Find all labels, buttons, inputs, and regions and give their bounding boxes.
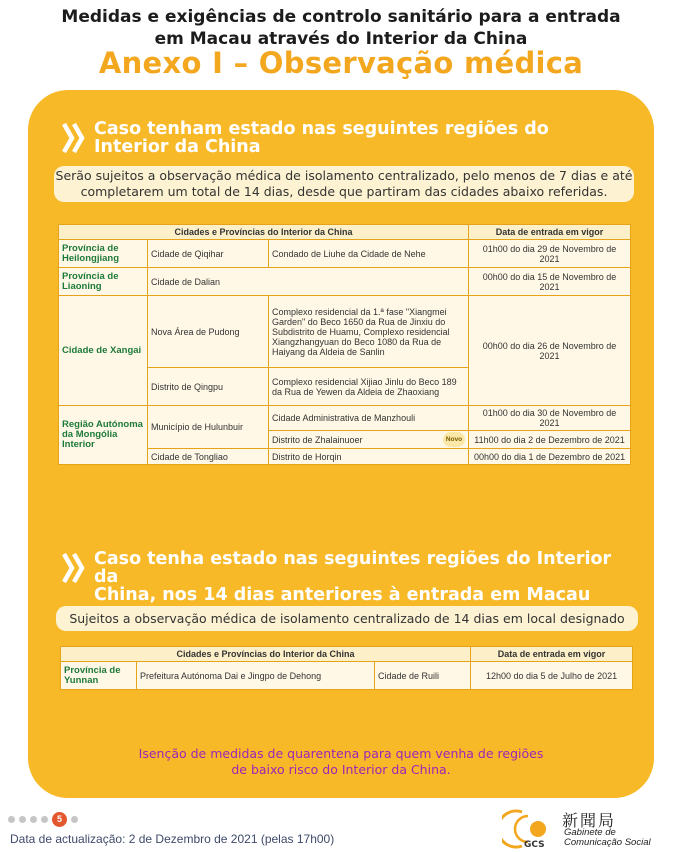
- page-dot[interactable]: [41, 816, 48, 823]
- table-header-regions: Cidades e Províncias do Interior da China: [59, 225, 469, 240]
- logo-mark-text: GCS: [524, 840, 545, 850]
- logo-pt-line1: Gabinete de: [564, 827, 616, 838]
- exemption-note: [28, 746, 654, 778]
- prefecture-cell: Prefeitura Autónoma Dai e Jingpo de Dehong: [137, 662, 375, 690]
- province-cell: Província de Yunnan: [61, 662, 137, 690]
- province-cell: Província de Heilongjiang: [59, 240, 148, 268]
- district-cell: Nova Área de Pudong: [148, 296, 269, 368]
- table-header-date: Data de entrada em vigor: [469, 225, 631, 240]
- annex-title: Anexo I – Observação médica: [98, 46, 584, 80]
- city-cell: Cidade de Tongliao: [148, 449, 269, 465]
- section2-heading: [62, 550, 632, 604]
- section1-note-line1: Serão sujeitos a observação médica de isolamento centralizado, pelo menos de 7 dias e até: [55, 168, 633, 183]
- exemption-line2: de baixo risco do Interior da China.: [231, 762, 451, 777]
- section1-table: [58, 224, 631, 465]
- section2-heading-line2: China, nos 14 dias anteriores à entrada em Macau: [94, 585, 591, 605]
- table-row: [61, 662, 633, 690]
- date-cell: 00h00 do dia 15 de Novembro de 2021: [469, 268, 631, 296]
- date-cell: 01h00 do dia 29 de Novembro de 2021: [469, 240, 631, 268]
- content-panel: [28, 90, 654, 798]
- page-indicator: [8, 812, 82, 827]
- title-line-2: em Macau através do Interior da China: [154, 29, 528, 49]
- new-badge: Novo: [443, 432, 465, 447]
- page-dot[interactable]: [19, 816, 26, 823]
- title-line-1: Medidas e exigências de controlo sanitário para a entrada: [61, 7, 621, 27]
- area-cell: Cidade Administrativa de Manzhouli: [269, 406, 469, 431]
- logo-portuguese: [564, 828, 651, 848]
- logo-chinese: 新聞局: [562, 811, 617, 830]
- area-label: Distrito de Zhalainuoer: [272, 434, 363, 445]
- province-cell: Província de Liaoning: [59, 268, 148, 296]
- province-cell: Região Autónoma da Mongólia Interior: [59, 406, 148, 465]
- table-header-regions: Cidades e Províncias do Interior da China: [61, 647, 471, 662]
- section1-heading-line2: Interior da China: [94, 137, 261, 157]
- area-cell: [269, 431, 469, 449]
- date-cell: 01h00 do dia 30 de Novembro de 2021: [469, 406, 631, 431]
- city-cell: Cidade de Qiqihar: [148, 240, 269, 268]
- page-dot[interactable]: [30, 816, 37, 823]
- document-title: [0, 6, 682, 50]
- table-header-date: Data de entrada em vigor: [471, 647, 633, 662]
- area-cell: Condado de Liuhe da Cidade de Nehe: [269, 240, 469, 268]
- area-cell: Complexo residencial da 1.ª fase "Xiangmei Garden" do Beco 1650 da Rua de Jinxiu do Subdistrito de Huamu, Complexo residencial Xiangzhangyuan do Beco 1080 da Rua de Haiyang da Aldeia de Sanlin: [269, 296, 469, 368]
- section2-heading-line1: Caso tenha estado nas seguintes regiões do Interior da: [94, 549, 612, 587]
- exemption-line1: Isenção de medidas de quarentena para quem venha de regiões: [138, 746, 544, 761]
- page-dot[interactable]: [71, 816, 78, 823]
- section1-heading: [62, 120, 632, 156]
- double-chevron-icon: [62, 120, 86, 156]
- double-chevron-icon: [62, 550, 86, 586]
- city-cell: Cidade de Ruili: [375, 662, 471, 690]
- table-row: [59, 406, 631, 431]
- section2-table: [60, 646, 633, 690]
- table-row: [59, 240, 631, 268]
- page-dot[interactable]: [8, 816, 15, 823]
- province-cell: Cidade de Xangai: [59, 296, 148, 406]
- section2-note: Sujeitos a observação médica de isolamento centralizado de 14 dias em local designado: [56, 606, 638, 631]
- table-row: [59, 268, 631, 296]
- date-cell: 00h00 do dia 26 de Novembro de 2021: [469, 296, 631, 406]
- table-row: [59, 296, 631, 368]
- logo-pt-line2: Comunicação Social: [564, 837, 651, 848]
- area-cell: Complexo residencial Xijiao Jinlu do Beco 189 da Rua de Yewen da Aldeia de Zhaoxiang: [269, 368, 469, 406]
- section1-note-line2: completarem um total de 14 dias, desde que partiram das cidades abaixo referidas.: [80, 184, 608, 199]
- city-cell: Município de Hulunbuir: [148, 406, 269, 449]
- district-cell: Distrito de Qingpu: [148, 368, 269, 406]
- date-cell: 11h00 do dia 2 de Dezembro de 2021: [469, 431, 631, 449]
- section1-note: [54, 166, 634, 202]
- date-cell: 12h00 do dia 5 de Julho de 2021: [471, 662, 633, 690]
- update-date: Data de actualização: 2 de Dezembro de 2021 (pelas 17h00): [10, 832, 335, 846]
- city-cell: Cidade de Dalian: [148, 268, 469, 296]
- page-dot-active[interactable]: 5: [52, 812, 67, 827]
- section1-heading-line1: Caso tenham estado nas seguintes regiões do: [94, 119, 549, 139]
- gcs-logo-mark: [502, 806, 558, 850]
- date-cell: 00h00 do dia 1 de Dezembro de 2021: [469, 449, 631, 465]
- gcs-logo: [502, 806, 672, 850]
- area-cell: Distrito de Horqin: [269, 449, 469, 465]
